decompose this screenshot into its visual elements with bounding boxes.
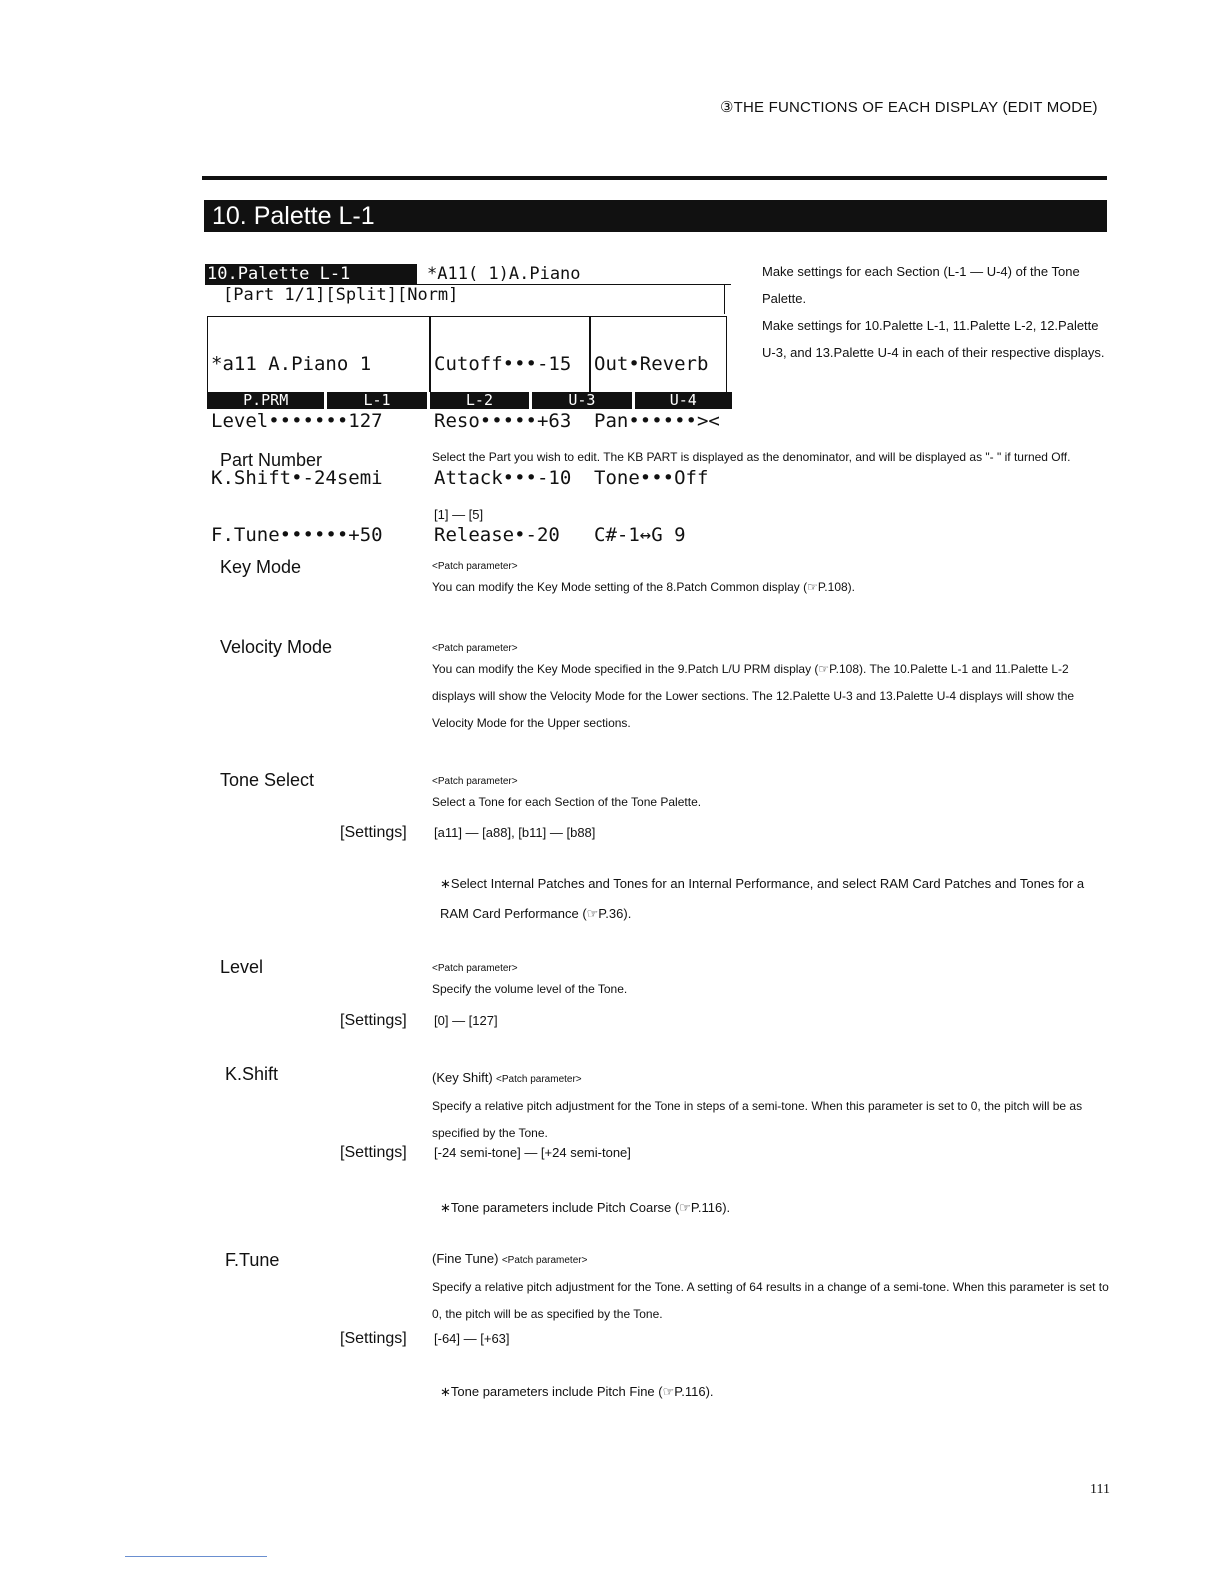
lcd-tab-pprm: P.PRM xyxy=(207,392,327,409)
lcd-attack: Attack•••-10 xyxy=(434,467,572,489)
tone-select-label: Tone Select xyxy=(220,770,315,790)
lcd-row1 xyxy=(205,264,731,285)
level-desc: <Patch parameter> Specify the volume level of the Tone. xyxy=(432,962,1112,1003)
kshift-note: ∗Tone parameters include Pitch Coarse (☞P.116). xyxy=(440,1200,731,1215)
lcd-output: Out•Reverb xyxy=(594,353,709,375)
velocity-mode-label: Velocity Mode xyxy=(220,637,333,657)
level-range: [0] — [127] xyxy=(434,1013,498,1028)
lcd-tone-name: *a11 A.Piano 1 xyxy=(211,353,372,375)
lcd-patch-name: *A11( 1)A.Piano xyxy=(427,264,581,284)
kshift-desc: (Key Shift) <Patch parameter> Specify a relative pitch adjustment for the Tone in steps of a semi-tone. When this parameter is set to 0, the pitch will be as specified by the Tone. xyxy=(432,1070,1083,1140)
section-title: 10. Palette L-1 xyxy=(212,202,375,230)
level-label: Level xyxy=(220,957,264,977)
level-settings-label: [Settings] xyxy=(340,1012,407,1029)
intro-paragraph: Make settings for each Section (L-1 — U-4) of the Tone Palette. xyxy=(762,264,1080,306)
kshift-range: [-24 semi-tone] — [+24 semi-tone] xyxy=(434,1145,631,1160)
ftune-range: [-64] — [+63] xyxy=(434,1331,510,1346)
intro-text xyxy=(762,258,1107,366)
part-number-label: Part Number xyxy=(220,450,323,470)
lcd-kshift: K.Shift•-24semi xyxy=(211,467,383,489)
key-mode-desc: <Patch parameter> You can modify the Key Mode setting of the 8.Patch Common display (☞P.108). xyxy=(432,560,1112,601)
part-number-desc: Select the Part you wish to edit. The KB PART is displayed as the denominator, and will be displayed as "- " if turned Off. xyxy=(432,450,1071,464)
kshift-label: K.Shift xyxy=(225,1064,279,1084)
velocity-mode-desc: <Patch parameter> You can modify the Key Mode specified in the 9.Patch L/U PRM display (☞P.108). The 10.Palette L-1 and 11.Palette L-2 displays will show the Velocity Mode for the Lower sections. The 12.Palette U-3 and 13.Palette U-4 displays will show the Velocity Mode for the Upper sections. xyxy=(432,642,1112,737)
intro-paragraph: Make settings for 10.Palette L-1, 11.Palette L-2, 12.Palette U-3, and 13.Palette U-4 in each of their respective displays. xyxy=(762,318,1105,360)
lcd-pan: Pan••••••>< xyxy=(594,410,720,432)
footer-line xyxy=(125,1556,267,1557)
lcd-row2: [Part 1/1][Split][Norm] xyxy=(205,284,725,314)
part-number-range: [1] — [5] xyxy=(434,507,484,522)
patch-parameter-tag: <Patch parameter> xyxy=(432,643,518,654)
patch-parameter-tag: <Patch parameter> xyxy=(432,963,518,974)
kshift-settings-label: [Settings] xyxy=(340,1144,407,1161)
lcd-tone-switch: Tone•••Off xyxy=(594,467,709,489)
lcd-level: Level•••••••127 xyxy=(211,410,383,432)
tone-select-desc: <Patch parameter> Select a Tone for each Section of the Tone Palette. xyxy=(432,775,1112,816)
lcd-display-title: 10.Palette L-1 xyxy=(205,264,417,284)
lcd-tab-bar xyxy=(207,392,732,409)
ftune-label: F.Tune xyxy=(225,1250,280,1270)
lcd-tab-l1: L-1 xyxy=(327,392,429,409)
ftune-settings-label: [Settings] xyxy=(340,1330,407,1347)
lcd-tab-u4: U-4 xyxy=(669,391,697,409)
chapter-heading: ③THE FUNCTIONS OF EACH DISPLAY (EDIT MODE) xyxy=(720,99,1098,116)
patch-parameter-tag: <Patch parameter> xyxy=(432,776,518,787)
lcd-tab-u3: U-3 xyxy=(532,392,634,409)
top-rule xyxy=(202,176,1107,180)
lcd-release: Release•-20 xyxy=(434,524,560,546)
lcd-ftune: F.Tune••••••+50 xyxy=(211,524,383,546)
lcd-key-range: C#-1↔G 9 xyxy=(594,524,686,546)
section-title-bar xyxy=(204,200,1107,232)
tone-select-range: [a11] — [a88], [b11] — [b88] xyxy=(434,825,596,840)
patch-parameter-tag: <Patch parameter> xyxy=(432,561,518,572)
lcd-cutoff: Cutoff•••-15 xyxy=(434,353,572,375)
tone-select-settings-label: [Settings] xyxy=(340,824,407,841)
lcd-tab-l2: L-2 xyxy=(430,392,532,409)
lcd-reso: Reso•••••+63 xyxy=(434,410,572,432)
ftune-desc: (Fine Tune) <Patch parameter> Specify a relative pitch adjustment for the Tone. A setting of 64 results in a change of a semi-tone. When this parameter is set to 0, the pitch will be as specified by the Tone. xyxy=(432,1251,1109,1321)
page-number: 111 xyxy=(1090,1482,1110,1497)
tone-select-note: ∗Select Internal Patches and Tones for an Internal Performance, and select RAM Card Patches and Tones for a RAM Card Performance (☞P.36). xyxy=(440,876,1085,921)
key-mode-label: Key Mode xyxy=(220,557,302,577)
ftune-note: ∗Tone parameters include Pitch Fine (☞P.116). xyxy=(440,1384,714,1399)
